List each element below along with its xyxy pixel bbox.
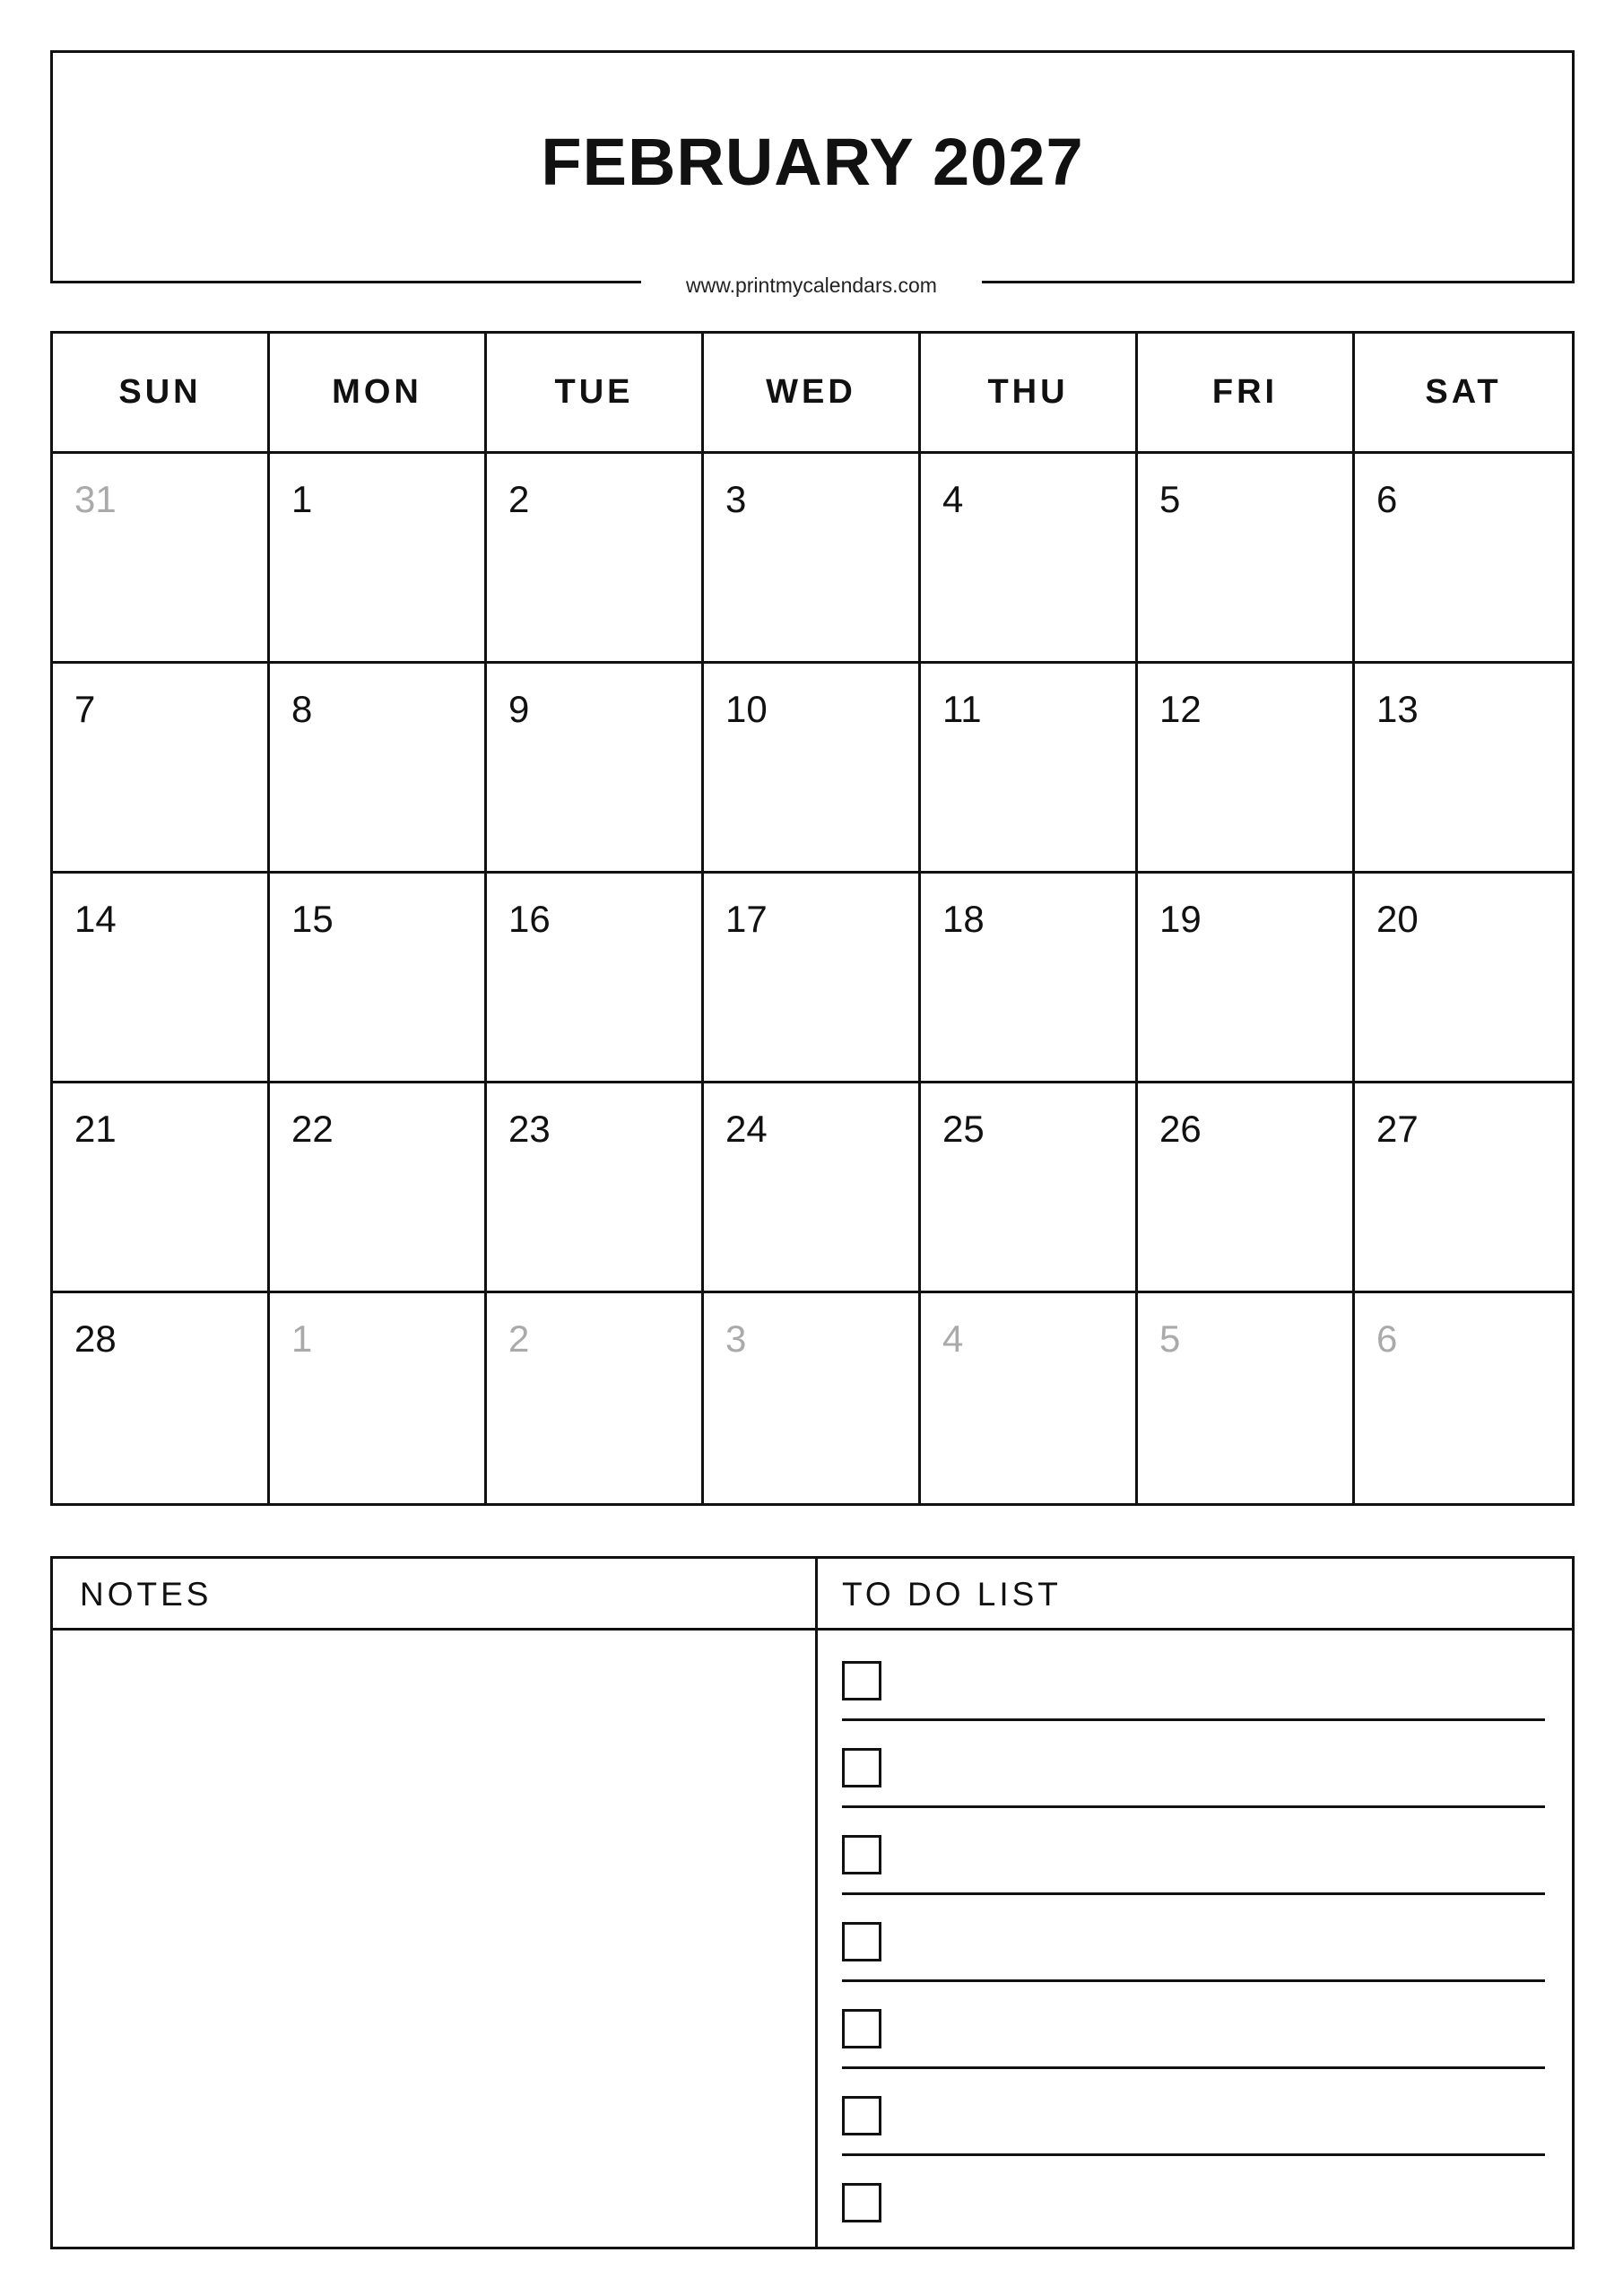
day-cell-adjacent-month[interactable]: [53, 454, 270, 664]
day-cell[interactable]: [704, 1083, 921, 1293]
column-divider: [815, 1559, 818, 2247]
day-number: 24: [725, 1108, 768, 1150]
day-cell-adjacent-month[interactable]: [1355, 1293, 1572, 1503]
day-cell-adjacent-month[interactable]: [704, 1293, 921, 1503]
day-cell[interactable]: [53, 1293, 270, 1503]
todo-heading: TO DO LIST: [815, 1559, 1572, 1631]
day-number: 16: [508, 898, 551, 940]
day-number: 3: [725, 478, 747, 520]
day-number: 5: [1159, 478, 1181, 520]
page-title: FEBRUARY 2027: [541, 125, 1084, 199]
day-number: 3: [725, 1318, 747, 1360]
day-number: 8: [291, 688, 313, 730]
day-number: 9: [508, 688, 530, 730]
day-number: 27: [1376, 1108, 1419, 1150]
todo-checkbox[interactable]: [842, 2183, 881, 2222]
todo-checkbox[interactable]: [842, 2096, 881, 2135]
day-cell[interactable]: [704, 664, 921, 874]
day-number: 10: [725, 688, 768, 730]
calendar-grid: [50, 331, 1575, 1506]
day-number: 2: [508, 1318, 530, 1360]
day-number: 15: [291, 898, 334, 940]
day-number: 1: [291, 478, 313, 520]
todo-item: [842, 1892, 1545, 1979]
day-cell[interactable]: [1138, 664, 1355, 874]
day-number: 6: [1376, 478, 1398, 520]
todo-item: [842, 1631, 1545, 1718]
day-number: 21: [74, 1108, 117, 1150]
day-cell[interactable]: [270, 664, 487, 874]
day-number: 1: [291, 1318, 313, 1360]
day-cell-adjacent-month[interactable]: [1138, 1293, 1355, 1503]
notes-todo-section: [50, 1556, 1575, 2249]
day-number: 13: [1376, 688, 1419, 730]
day-number: 26: [1159, 1108, 1202, 1150]
day-cell[interactable]: [53, 874, 270, 1083]
day-cell[interactable]: [1138, 454, 1355, 664]
todo-item: [842, 1718, 1545, 1805]
day-cell[interactable]: [921, 874, 1138, 1083]
weekday-header-sun: SUN: [53, 334, 270, 454]
day-number: 4: [942, 1318, 964, 1360]
day-cell[interactable]: [53, 664, 270, 874]
day-number: 25: [942, 1108, 985, 1150]
day-cell[interactable]: [1138, 874, 1355, 1083]
weekday-header-wed: WED: [704, 334, 921, 454]
weekday-header-thu: THU: [921, 334, 1138, 454]
day-cell[interactable]: [921, 664, 1138, 874]
day-cell[interactable]: [1355, 874, 1572, 1083]
day-cell[interactable]: [487, 454, 704, 664]
todo-item: [842, 2066, 1545, 2152]
day-number: 14: [74, 898, 117, 940]
day-cell-adjacent-month[interactable]: [921, 1293, 1138, 1503]
todo-list: [842, 1631, 1545, 2247]
day-cell[interactable]: [53, 1083, 270, 1293]
weekday-header-tue: TUE: [487, 334, 704, 454]
weekday-header-sat: SAT: [1355, 334, 1572, 454]
day-number: 18: [942, 898, 985, 940]
day-number: 7: [74, 688, 96, 730]
day-cell-adjacent-month[interactable]: [487, 1293, 704, 1503]
day-number: 17: [725, 898, 768, 940]
todo-item: [842, 1979, 1545, 2066]
day-number: 4: [942, 478, 964, 520]
weekday-header-fri: FRI: [1138, 334, 1355, 454]
day-cell[interactable]: [270, 454, 487, 664]
day-number: 22: [291, 1108, 334, 1150]
day-number: 28: [74, 1318, 117, 1360]
day-number: 23: [508, 1108, 551, 1150]
day-cell[interactable]: [270, 874, 487, 1083]
website-url: www.printmycalendars.com: [641, 270, 982, 300]
day-number: 19: [1159, 898, 1202, 940]
day-cell[interactable]: [921, 1083, 1138, 1293]
day-cell[interactable]: [704, 454, 921, 664]
day-cell[interactable]: [487, 664, 704, 874]
day-cell[interactable]: [1355, 664, 1572, 874]
day-cell[interactable]: [487, 874, 704, 1083]
todo-item: [842, 2152, 1545, 2239]
day-number: 12: [1159, 688, 1202, 730]
day-number: 31: [74, 478, 117, 520]
day-number: 11: [942, 688, 982, 730]
todo-checkbox[interactable]: [842, 2009, 881, 2048]
day-cell[interactable]: [704, 874, 921, 1083]
day-number: 5: [1159, 1318, 1181, 1360]
todo-item: [842, 1805, 1545, 1892]
day-cell[interactable]: [487, 1083, 704, 1293]
day-cell[interactable]: [1355, 454, 1572, 664]
todo-checkbox[interactable]: [842, 1748, 881, 1787]
day-cell[interactable]: [921, 454, 1138, 664]
header-box: [50, 50, 1575, 283]
day-number: 6: [1376, 1318, 1398, 1360]
day-cell-adjacent-month[interactable]: [270, 1293, 487, 1503]
day-number: 20: [1376, 898, 1419, 940]
todo-checkbox[interactable]: [842, 1835, 881, 1874]
todo-checkbox[interactable]: [842, 1661, 881, 1700]
notes-area[interactable]: [53, 1631, 815, 2247]
day-cell[interactable]: [1138, 1083, 1355, 1293]
notes-heading: NOTES: [53, 1559, 815, 1631]
day-number: 2: [508, 478, 530, 520]
day-cell[interactable]: [1355, 1083, 1572, 1293]
day-cell[interactable]: [270, 1083, 487, 1293]
weekday-header-mon: MON: [270, 334, 487, 454]
todo-checkbox[interactable]: [842, 1922, 881, 1961]
